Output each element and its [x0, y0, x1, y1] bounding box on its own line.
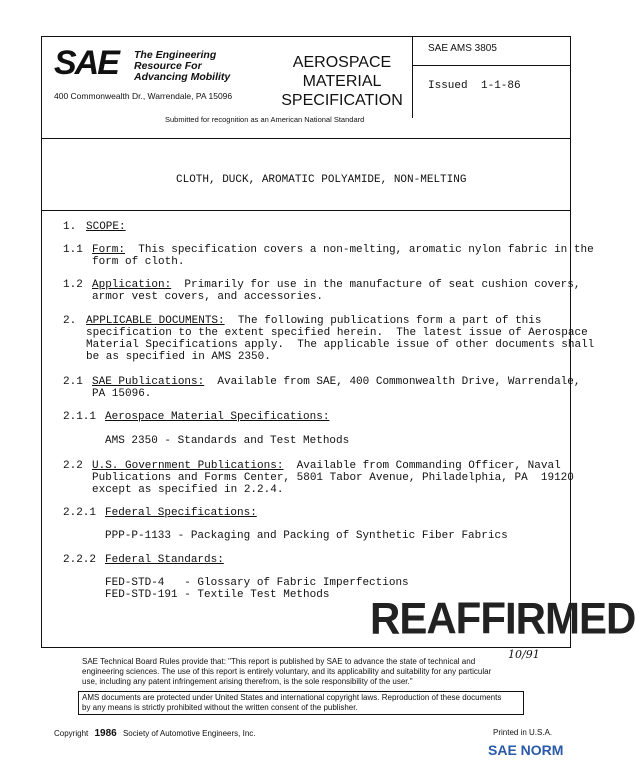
board-rules [82, 657, 491, 687]
s12-heading: Application: [92, 279, 172, 291]
s21-text-2: PA 15096. [92, 388, 152, 400]
notice-line-2: by any means is strictly prohibited without the written consent of the publisher. [82, 703, 358, 712]
s221-item: PPP-P-1133 - Packaging and Packing of Synthetic Fiber Fabrics [105, 530, 508, 542]
copyright-notice-box [78, 691, 524, 715]
s22-text-2: Publications and Forms Center, 5801 Tabor Avenue, Philadelphia, PA 19120 [92, 472, 574, 484]
s2-text-2: specification to the extent specified herein. The latest issue of Aerospace [86, 327, 588, 339]
issued-date: 1-1-86 [481, 80, 521, 92]
s2-heading: APPLICABLE DOCUMENTS: [86, 315, 225, 327]
tagline-line-3: Advancing Mobility [134, 71, 231, 83]
printed-in: Printed in U.S.A. [493, 728, 553, 737]
s1-heading: SCOPE: [86, 221, 126, 233]
s22-text-3: except as specified in 2.2.4. [92, 484, 284, 496]
s12-text-2: armor vest covers, and accessories. [92, 291, 324, 303]
tagline [134, 50, 230, 83]
s22-text-1: Available from Commanding Officer, Naval [283, 460, 561, 472]
reaffirmed-stamp: REAFFIRMED [370, 593, 635, 644]
submitted-note: Submitted for recognition as an American National Standard [165, 115, 365, 124]
board-rules-line-3: use, including any patent infringement arising therefrom, is the sole responsibility of the user." [82, 677, 413, 686]
spec-title-line-2: MATERIAL [302, 73, 382, 90]
copyright-year: 1986 [94, 728, 117, 739]
s22-heading: U.S. Government Publications: [92, 460, 284, 472]
handwritten-date: 10/91 [508, 648, 540, 661]
s222-heading: Federal Standards: [105, 554, 224, 566]
sae-norm-watermark [488, 742, 563, 758]
s22-num: 2.2 [63, 460, 83, 472]
s21-num: 2.1 [63, 376, 83, 388]
s11-num: 1.1 [63, 244, 83, 256]
s222-num: 2.2.2 [63, 554, 97, 566]
s2-text-1: The following publications form a part of this [224, 315, 542, 327]
doc-number: SAE AMS 3805 [428, 43, 497, 54]
watermark-text: SAE NORM [488, 742, 564, 758]
board-rules-line-2: engineering sciences. The use of this report is entirely voluntary, and its applicability and suitability for any particular [82, 667, 492, 676]
s11-text-2: form of cloth. [92, 256, 185, 268]
address: 400 Commonwealth Dr., Warrendale, PA 15096 [54, 91, 233, 101]
s221-num: 2.2.1 [63, 507, 97, 519]
s211-heading: Aerospace Material Specifications: [105, 411, 330, 423]
s2-text-4: be as specified in AMS 2350. [86, 351, 271, 363]
issued-label: Issued [428, 80, 468, 92]
s12-num: 1.2 [63, 279, 83, 291]
s21-heading: SAE Publications: [92, 376, 205, 388]
doc-title: CLOTH, DUCK, AROMATIC POLYAMIDE, NON-MELTING [176, 174, 467, 186]
tagline-line-1: The Engineering [134, 49, 217, 61]
docnum-hline [412, 65, 571, 66]
s1-num: 1. [63, 221, 77, 233]
s211-num: 2.1.1 [63, 411, 97, 423]
s11-heading: Form: [92, 244, 126, 256]
tagline-line-2: Resource For [134, 60, 202, 72]
copyright-prefix: Copyright [54, 729, 89, 738]
docnum-divider [412, 36, 413, 118]
s2-text-3: Material Specifications apply. The applicable issue of other documents shall [86, 339, 595, 351]
sae-logo: SAE [54, 44, 118, 82]
s2-num: 2. [63, 315, 77, 327]
s222-item-1: FED-STD-4 - Glossary of Fabric Imperfections [105, 577, 409, 589]
copyright-owner: Society of Automotive Engineers, Inc. [122, 729, 256, 738]
s21-text-1: Available from SAE, 400 Commonwealth Drive, Warrendale, [204, 376, 581, 388]
s11-text-1: This specification covers a non-melting, aromatic nylon fabric in the [125, 244, 594, 256]
copyright [54, 728, 255, 739]
header-divider [41, 138, 571, 139]
board-rules-line-1: SAE Technical Board Rules provide that: "This report is published by SAE to advance the state of technical and [82, 657, 476, 666]
notice-line-1: AMS documents are protected under United States and international copyright laws. Reproduction of these documents [82, 693, 502, 702]
spec-title-line-3: SPECIFICATION [281, 92, 403, 109]
s221-heading: Federal Specifications: [105, 507, 257, 519]
title-divider [41, 210, 571, 211]
s12-text-1: Primarily for use in the manufacture of seat cushion covers, [171, 279, 581, 291]
s211-item: AMS 2350 - Standards and Test Methods [105, 435, 350, 447]
s222-item-2: FED-STD-191 - Textile Test Methods [105, 589, 330, 601]
spec-title [272, 53, 412, 110]
spec-title-line-1: AEROSPACE [292, 54, 392, 71]
